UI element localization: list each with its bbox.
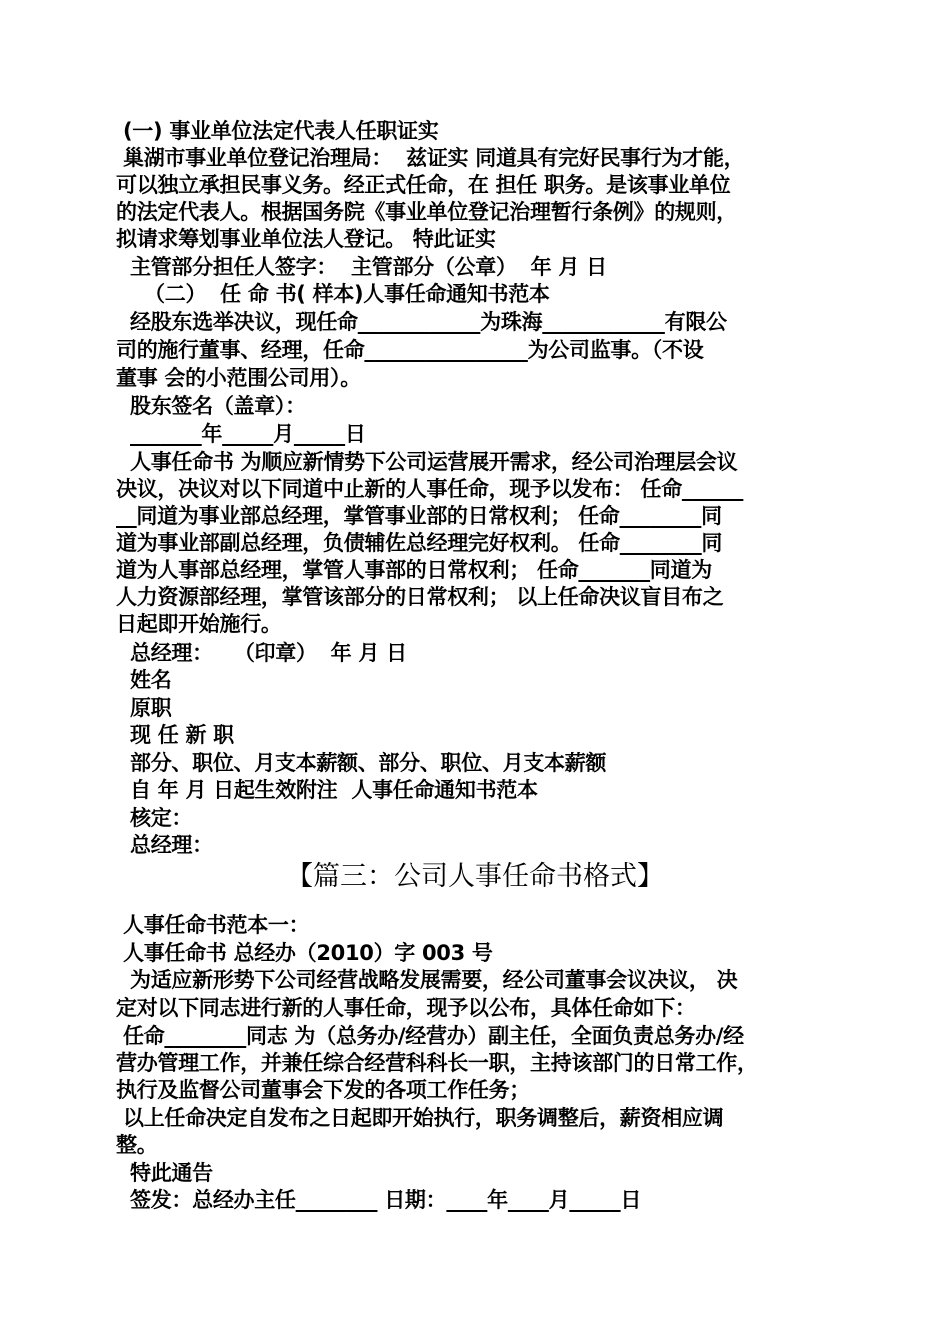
- paragraph-line: 任命________同志 为（总务办/经营办）副主任，全面负责总务办/经: [116, 1024, 744, 1048]
- paragraph-line: 的法定代表人。根据国务院《事业单位登记治理暂行条例》的规则，: [116, 200, 737, 224]
- section-two-title: （二） 任 命 书( 样本)人事任命通知书范本: [116, 282, 550, 306]
- paragraph-line: __同道为事业部总经理，掌管事业部的日常权利； 任命________同: [116, 504, 722, 528]
- paragraph-line: 司的施行董事、经理，任命________________为公司监事。（不设: [116, 338, 704, 362]
- document-number: 人事任命书 总经办（2010）字 003 号: [116, 941, 493, 965]
- signature-line: 总经理： （印章） 年 月 日: [116, 641, 407, 665]
- paragraph-line: 决议，决议对以下同道中止新的人事任命，现予以发布： 任命______: [116, 477, 744, 501]
- paragraph-line: 日起即开始施行。: [116, 612, 282, 636]
- form-field-label: 核定：: [116, 806, 193, 830]
- paragraph-line: 执行及监督公司董事会下发的各项工作任务；: [116, 1078, 530, 1102]
- signature-line: 主管部分担任人签字： 主管部分（公章） 年 月 日: [116, 255, 607, 279]
- form-field-label: 原职: [116, 696, 172, 720]
- paragraph-line: 可以独立承担民事义务。经正式任命，在 担任 职务。是该事业单位: [116, 173, 731, 197]
- form-field-label: 部分、职位、月支本薪额、部分、职位、月支本薪额: [116, 751, 607, 775]
- form-field-label: 姓名: [116, 668, 172, 692]
- paragraph-line: 人力资源部经理，掌管该部分的日常权利； 以上任命决议盲目布之: [116, 585, 724, 609]
- signature-line: 签发：总经办主任________ 日期：____年____月_____日: [116, 1188, 642, 1212]
- form-field-label: 总经理：: [116, 833, 213, 857]
- template-title: 人事任命书范本一：: [116, 913, 310, 937]
- section-three-heading: 【篇三：公司人事任命书格式】: [286, 861, 664, 892]
- paragraph-line: 为适应新形势下公司经营战略发展需要，经公司董事会议决议， 决: [116, 968, 738, 992]
- date-line: _______年_____月_____日: [116, 422, 366, 446]
- paragraph-line: 经股东选举决议，现任命____________为珠海____________有限公: [116, 310, 727, 334]
- paragraph-line: 巢湖市事业单位登记治理局： 兹证实 同道具有完好民事行为才能，: [116, 146, 745, 170]
- section-one-title: (一) 事业单位法定代表人任职证实: [116, 119, 439, 143]
- paragraph-line: 营办管理工作，并兼任综合经营科科长一职，主持该部门的日常工作，: [116, 1051, 758, 1075]
- paragraph-line: 道为人事部总经理，掌管人事部的日常权利； 任命_______同道为: [116, 558, 712, 582]
- notice-line: 特此通告: [116, 1161, 213, 1185]
- paragraph-line: 道为事业部副总经理，负债辅佐总经理完好权利。 任命________同: [116, 531, 723, 555]
- paragraph-line: 整。: [116, 1133, 158, 1157]
- paragraph-line: 以上任命决定自发布之日起即开始执行，职务调整后，薪资相应调: [116, 1106, 724, 1130]
- form-field-label: 现 任 新 职: [116, 723, 234, 747]
- paragraph-line: 拟请求筹划事业单位法人登记。 特此证实: [116, 227, 496, 251]
- paragraph-line: 人事任命书 为顺应新情势下公司运营展开需求，经公司治理层会议: [116, 450, 738, 474]
- signature-line: 股东签名（盖章）：: [116, 394, 306, 418]
- paragraph-line: 董事 会的小范围公司用）。: [116, 366, 361, 390]
- paragraph-line: 定对以下同志进行新的人事任命，现予以公布，具体任命如下：: [116, 996, 696, 1020]
- form-field-label: 自 年 月 日起生效附注 人事任命通知书范本: [116, 778, 538, 802]
